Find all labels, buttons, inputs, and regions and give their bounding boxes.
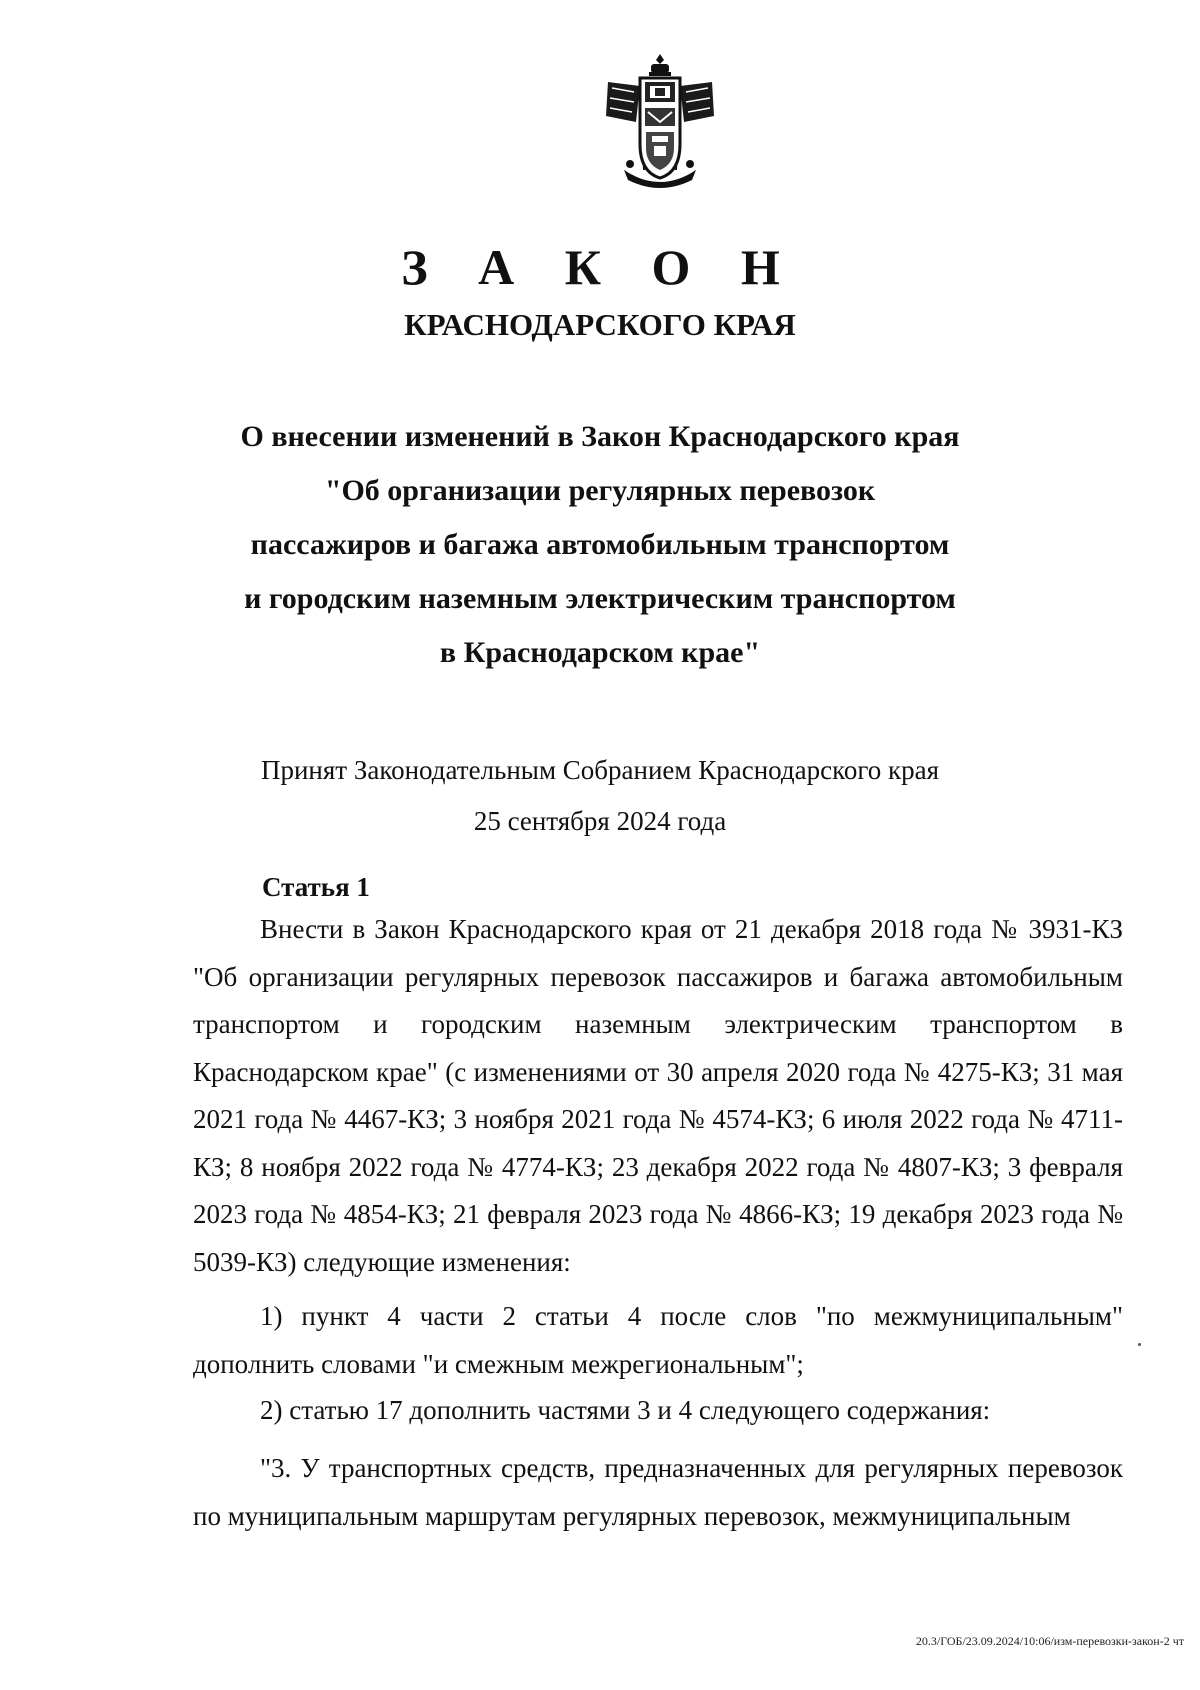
article-paragraph-intro: Внести в Закон Краснодарского края от 21 декабря 2018 года № 3931-КЗ "Об организации регулярных перевозок пассажиров и багажа автомобильным транспортом и городским наземным электрическим транспортом в Краснодарском крае" (с изменениями от 30 апреля 2020 года № 4275-КЗ; 31 мая 2021 года № 4467-КЗ; 3 ноября 2021 года № 4574-КЗ; 6 июля 2022 года № 4711-КЗ; 8 ноября 2022 года № 4774-КЗ; 23 декабря 2022 года № 4807-КЗ; 3 февраля 2023 года № 4854-КЗ; 21 февраля 2023 года № 4866-КЗ; 19 декабря 2023 года № 5039-КЗ) следующие изменения: bbox=[193, 914, 1123, 1277]
article-heading: Статья 1 bbox=[262, 872, 370, 902]
subject-line: в Краснодарском крае" bbox=[439, 636, 761, 669]
document-footer-code: 20.3/ГОБ/23.09.2024/10:06/изм-перевозки-закон-2 чт bbox=[915, 1634, 1184, 1648]
adoption-notice bbox=[0, 745, 1200, 847]
adoption-date: 25 сентября 2024 года bbox=[473, 806, 727, 836]
coat-of-arms-icon bbox=[600, 52, 720, 192]
document-type-title: З А К О Н bbox=[401, 239, 799, 295]
subject-line: и городским наземным электрическим транспортом bbox=[244, 582, 956, 615]
subject-line: "Об организации регулярных перевозок bbox=[324, 474, 876, 507]
law-subject-heading bbox=[0, 410, 1200, 680]
subject-line: пассажиров и багажа автомобильным транспортом bbox=[250, 528, 950, 561]
article-paragraph-part-3: "3. У транспортных средств, предназначенных для регулярных перевозок по муниципальным маршрутам регулярных перевозок, межмуниципальным bbox=[193, 1453, 1123, 1531]
article-paragraph-item-2: 2) статью 17 дополнить частями 3 и 4 следующего содержания: bbox=[260, 1395, 991, 1425]
coat-of-arms-emblem bbox=[600, 52, 720, 192]
scan-speck bbox=[1138, 1343, 1141, 1346]
subject-line: О внесении изменений в Закон Краснодарского края bbox=[240, 420, 960, 453]
article-paragraph-item-1: 1) пункт 4 части 2 статьи 4 после слов "по межмуниципальным" дополнить словами "и смежным межрегиональным"; bbox=[193, 1301, 1123, 1379]
adoption-body: Принят Законодательным Собранием Краснодарского края bbox=[260, 755, 940, 785]
region-subtitle: КРАСНОДАРСКОГО КРАЯ bbox=[404, 307, 796, 342]
